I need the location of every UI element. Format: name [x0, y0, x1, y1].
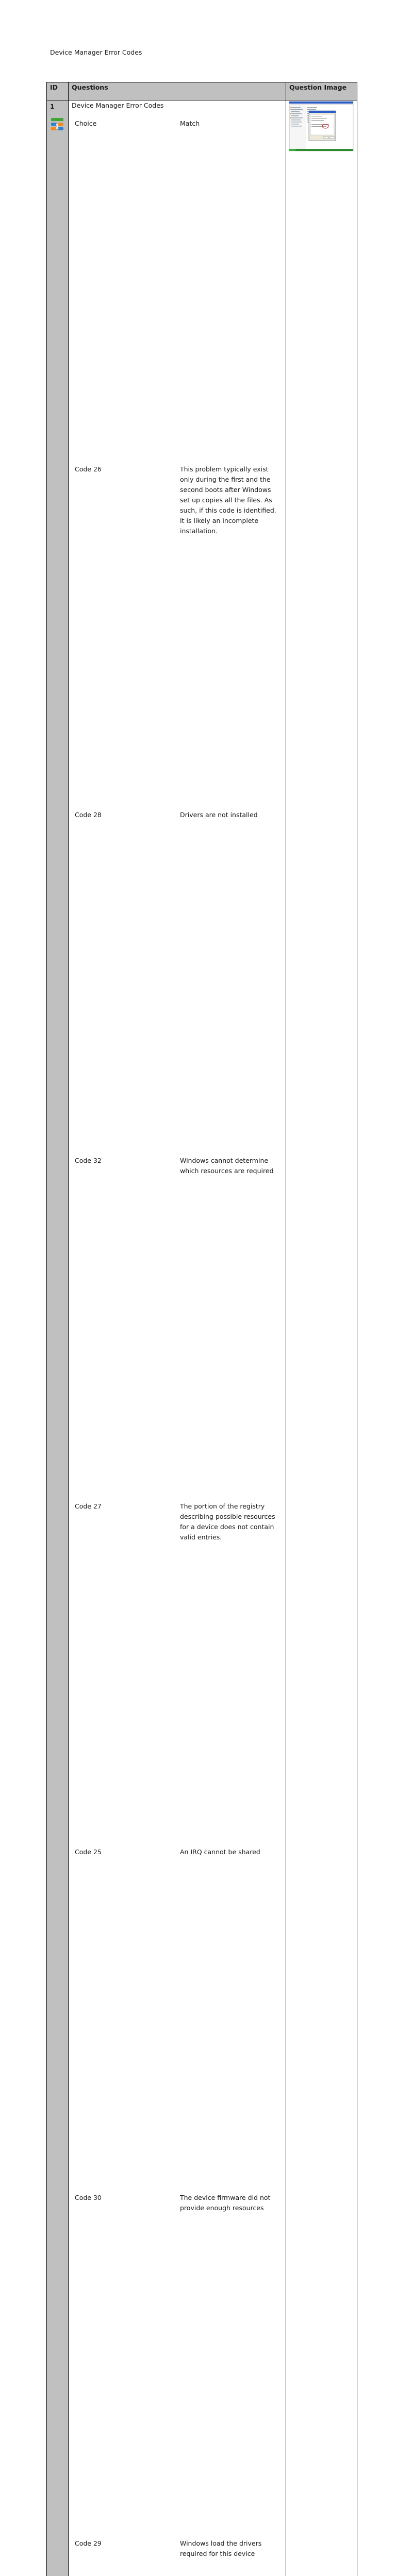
question-image-cell [286, 100, 357, 2576]
match-item: Drivers are not installed [180, 810, 280, 1156]
choice-item: Code 25 [72, 1847, 180, 2193]
match-table [72, 118, 280, 2576]
document-title: Device Manager Error Codes [50, 48, 142, 56]
choice-item: Code 30 [72, 2193, 180, 2538]
match-pair-row [72, 1156, 280, 1501]
match-item: The device firmware did not provide enough resources [180, 2193, 280, 2538]
header-id: ID [47, 82, 69, 100]
match-header: Match [180, 118, 280, 464]
match-item: Windows cannot determine which resources are required [180, 1156, 280, 1501]
choice-item: Code 27 [72, 1501, 180, 1847]
choice-item: Code 26 [72, 464, 180, 810]
table-row [47, 100, 357, 2576]
match-pair-row [72, 464, 280, 810]
questions-table [46, 82, 357, 2576]
choice-item: Code 32 [72, 1156, 180, 1501]
match-item: The portion of the registry describing possible resources for a device does not contain valid entries. [180, 1501, 280, 1847]
question-id-cell [47, 100, 69, 2576]
match-item: This problem typically exist only during the first and the second boots after Windows set up copies all the files. As such, if this code is identified. It is likely an incomplete installation. [180, 464, 280, 810]
match-pair-row [72, 810, 280, 1156]
match-pair-row [72, 1501, 280, 1847]
match-item: Windows load the drivers required for this device [180, 2538, 280, 2576]
table-header-row [47, 82, 357, 100]
question-title: Device Manager Error Codes [72, 101, 283, 110]
question-cell [69, 100, 286, 2576]
choice-header: Choice [72, 118, 180, 464]
header-questions: Questions [69, 82, 286, 100]
question-id: 1 [50, 103, 65, 110]
match-item: An IRQ cannot be shared [180, 1847, 280, 2193]
device-manager-screenshot-thumbnail [289, 101, 353, 151]
match-header-row [72, 118, 280, 464]
match-pair-row [72, 2193, 280, 2538]
match-pair-row [72, 1847, 280, 2193]
choice-item: Code 29 [72, 2538, 180, 2576]
header-question-image: Question Image [286, 82, 357, 100]
match-pair-row [72, 2538, 280, 2576]
choice-item: Code 28 [72, 810, 180, 1156]
matching-question-icon [50, 117, 64, 131]
